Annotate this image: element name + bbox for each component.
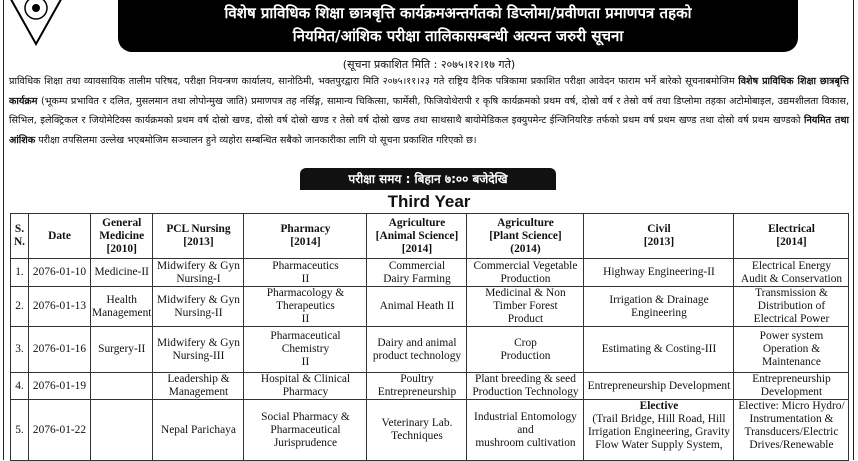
table-row xyxy=(11,287,849,327)
notice-text: परीक्षा तपसिलमा उल्लेख भएबमोजिम सञ्चालन हुने व्यहोरा सम्बन्धित सबैको जानकारीका लागि यो सूचना प्रकाशित गरिएको छ। xyxy=(35,134,477,146)
table-cell: Medicinal & Non Timber Forest Product xyxy=(467,287,584,327)
table-cell: Elective: Micro Hydro/ Instrumentation & Transducers/Electric Drives/Renewable xyxy=(734,400,849,461)
table-cell: Surgery-II xyxy=(91,327,153,373)
column-header: Agriculture [Plant Science] (2014) xyxy=(467,214,584,259)
table-cell: Elective (Trail Bridge, Hill Road, Hill Irrigation Engineering, Gravity Flow Water Supply System, xyxy=(584,400,734,461)
table-cell: Poultry Entrepreneurship xyxy=(367,373,467,400)
table-cell: Medicine-II xyxy=(91,259,153,287)
table-cell: Health Management xyxy=(91,287,153,327)
table-cell: 4. xyxy=(11,373,29,400)
table-cell: Hospital & Clinical Pharmacy xyxy=(244,373,367,400)
title-banner xyxy=(118,0,798,52)
table-cell: Midwifery & Gyn Nursing-II xyxy=(153,287,244,327)
table-cell: 1. xyxy=(11,259,29,287)
published-date: (सूचना प्रकाशित मिति : २०७५।१२।१७ गते) xyxy=(342,58,516,71)
table-row xyxy=(11,327,849,373)
emblem-logo xyxy=(6,0,66,46)
table-cell: Social Pharmacy & Pharmaceutical Jurisprudence xyxy=(244,400,367,461)
table-cell: Pharmaceutical Chemistry II xyxy=(244,327,367,373)
table-cell: Highway Engineering-II xyxy=(584,259,734,287)
column-header: General Medicine [2010] xyxy=(91,214,153,259)
table-cell xyxy=(91,373,153,400)
table-cell: Power system Operation & Maintenance xyxy=(734,327,849,373)
table-cell xyxy=(91,400,153,461)
section-title: Third Year xyxy=(387,192,471,211)
column-header: Agriculture [Animal Science] [2014] xyxy=(367,214,467,259)
table-cell: Transmission & Distribution of Electrical Power xyxy=(734,287,849,327)
table-cell: 2076-01-22 xyxy=(29,400,91,461)
table-cell: Animal Heath II xyxy=(367,287,467,327)
column-header: S. N. xyxy=(11,214,29,259)
column-header: Civil [2013] xyxy=(584,214,734,259)
table-cell: Entrepreneurship Development xyxy=(734,373,849,400)
table-cell: Nepal Parichaya xyxy=(153,400,244,461)
table-header-row xyxy=(11,214,849,259)
table-cell: Electrical Energy Audit & Conservation xyxy=(734,259,849,287)
table-cell: Estimating & Costing-III xyxy=(584,327,734,373)
table-cell: Industrial Entomology and mushroom cultivation xyxy=(467,400,584,461)
table-cell: Leadership & Management xyxy=(153,373,244,400)
notice-bold: विशेष प्राविधिक शिक्षा छात्रबृत्ति कार्यक्रम xyxy=(9,76,849,107)
title-line-2: नियमित/आंशिक परीक्षा तालिकासम्बन्धी अत्यन्त जरुरी सूचना xyxy=(292,27,624,45)
table-cell: 5. xyxy=(11,400,29,461)
table-row xyxy=(11,373,849,400)
column-header: Pharmacy [2014] xyxy=(244,214,367,259)
table-cell: Commercial Vegetable Production xyxy=(467,259,584,287)
notice-text: (भूकम्प प्रभावित र दलित, मुसलमान तथा लोपोन्मुख जाति) प्रमाणपत्र तह नर्सिङ्ग, सामान्य चिकित्सा, फार्मेसी, फिजियोथेरापी र कृषि कार्यक्रमको प्रथम वर्ष, दोस्रो वर्ष र तेस्रो वर्ष तथा डिप्लोमा तहका अटोमोबाइल, उद्यमशीलता विकास, सिभिल, इलेक्ट्रिकल र जियोमेटिक्स कार्यक्रमको प्रथम वर्ष दोस्रो खण्ड, दोस्रो वर्ष दोस्रो खण्ड र तेस्रो वर्ष दोस्रो खण्ड तथा साथसाथै बायोमेडिकल इक्युपमेन्ट ईन्जिनियरिङ तर्फको प्रथम वर्ष प्रथम खण्ड तथा दोस्रो वर्ष प्रथम खण्डको xyxy=(9,95,849,127)
column-header: PCL Nursing [2013] xyxy=(153,214,244,259)
table-cell: Plant breeding & seed Production Technology xyxy=(467,373,584,400)
notice-text: प्राविधिक शिक्षा तथा व्यावसायिक तालीम परिषद, परीक्षा नियन्त्रण कार्यालय, सानोठिमी, भक्तपुरद्वारा मिति २०७५।११।२३ गते राष्ट्रिय दैनिक पत्रिकामा प्रकाशित परीक्षा आवेदन फाराम भर्ने बारेको सूचनाबमोजिम xyxy=(9,76,739,87)
table-cell: Veterinary Lab. Techniques xyxy=(367,400,467,461)
table-cell: Commercial Dairy Farming xyxy=(367,259,467,287)
notice-paragraph xyxy=(9,72,849,150)
table-cell: Dairy and animal product technology xyxy=(367,327,467,373)
exam-schedule-table xyxy=(10,213,849,461)
table-cell: 2. xyxy=(11,287,29,327)
table-row xyxy=(11,259,849,287)
table-cell: Pharmacology & Therapeutics II xyxy=(244,287,367,327)
table-cell: Pharmaceutics II xyxy=(244,259,367,287)
table-cell: Midwifery & Gyn Nursing-I xyxy=(153,259,244,287)
elective-heading: Elective xyxy=(639,400,679,412)
table-cell: 2076-01-19 xyxy=(29,373,91,400)
column-header: Electrical [2014] xyxy=(734,214,849,259)
table-cell: 2076-01-16 xyxy=(29,327,91,373)
table-cell: Crop Production xyxy=(467,327,584,373)
table-cell: Entrepreneurship Development xyxy=(584,373,734,400)
table-cell: 3. xyxy=(11,327,29,373)
table-row xyxy=(11,400,849,461)
table-cell: 2076-01-10 xyxy=(29,259,91,287)
table-cell: Midwifery & Gyn Nursing-III xyxy=(153,327,244,373)
table-cell: Irrigation & Drainage Engineering xyxy=(584,287,734,327)
table-cell: 2076-01-13 xyxy=(29,287,91,327)
notice-bold: नियमित तथा आंशिक xyxy=(9,115,849,146)
exam-time-banner: परीक्षा समय : बिहान ७:०० बजेदेखि xyxy=(300,168,556,190)
column-header: Date xyxy=(29,214,91,259)
title-line-1: विशेष प्राविधिक शिक्षा छात्रबृत्ति कार्यक्रमअन्तर्गतको डिप्लोमा/प्रवीणता प्रमाणपत्र तहको xyxy=(224,4,692,22)
